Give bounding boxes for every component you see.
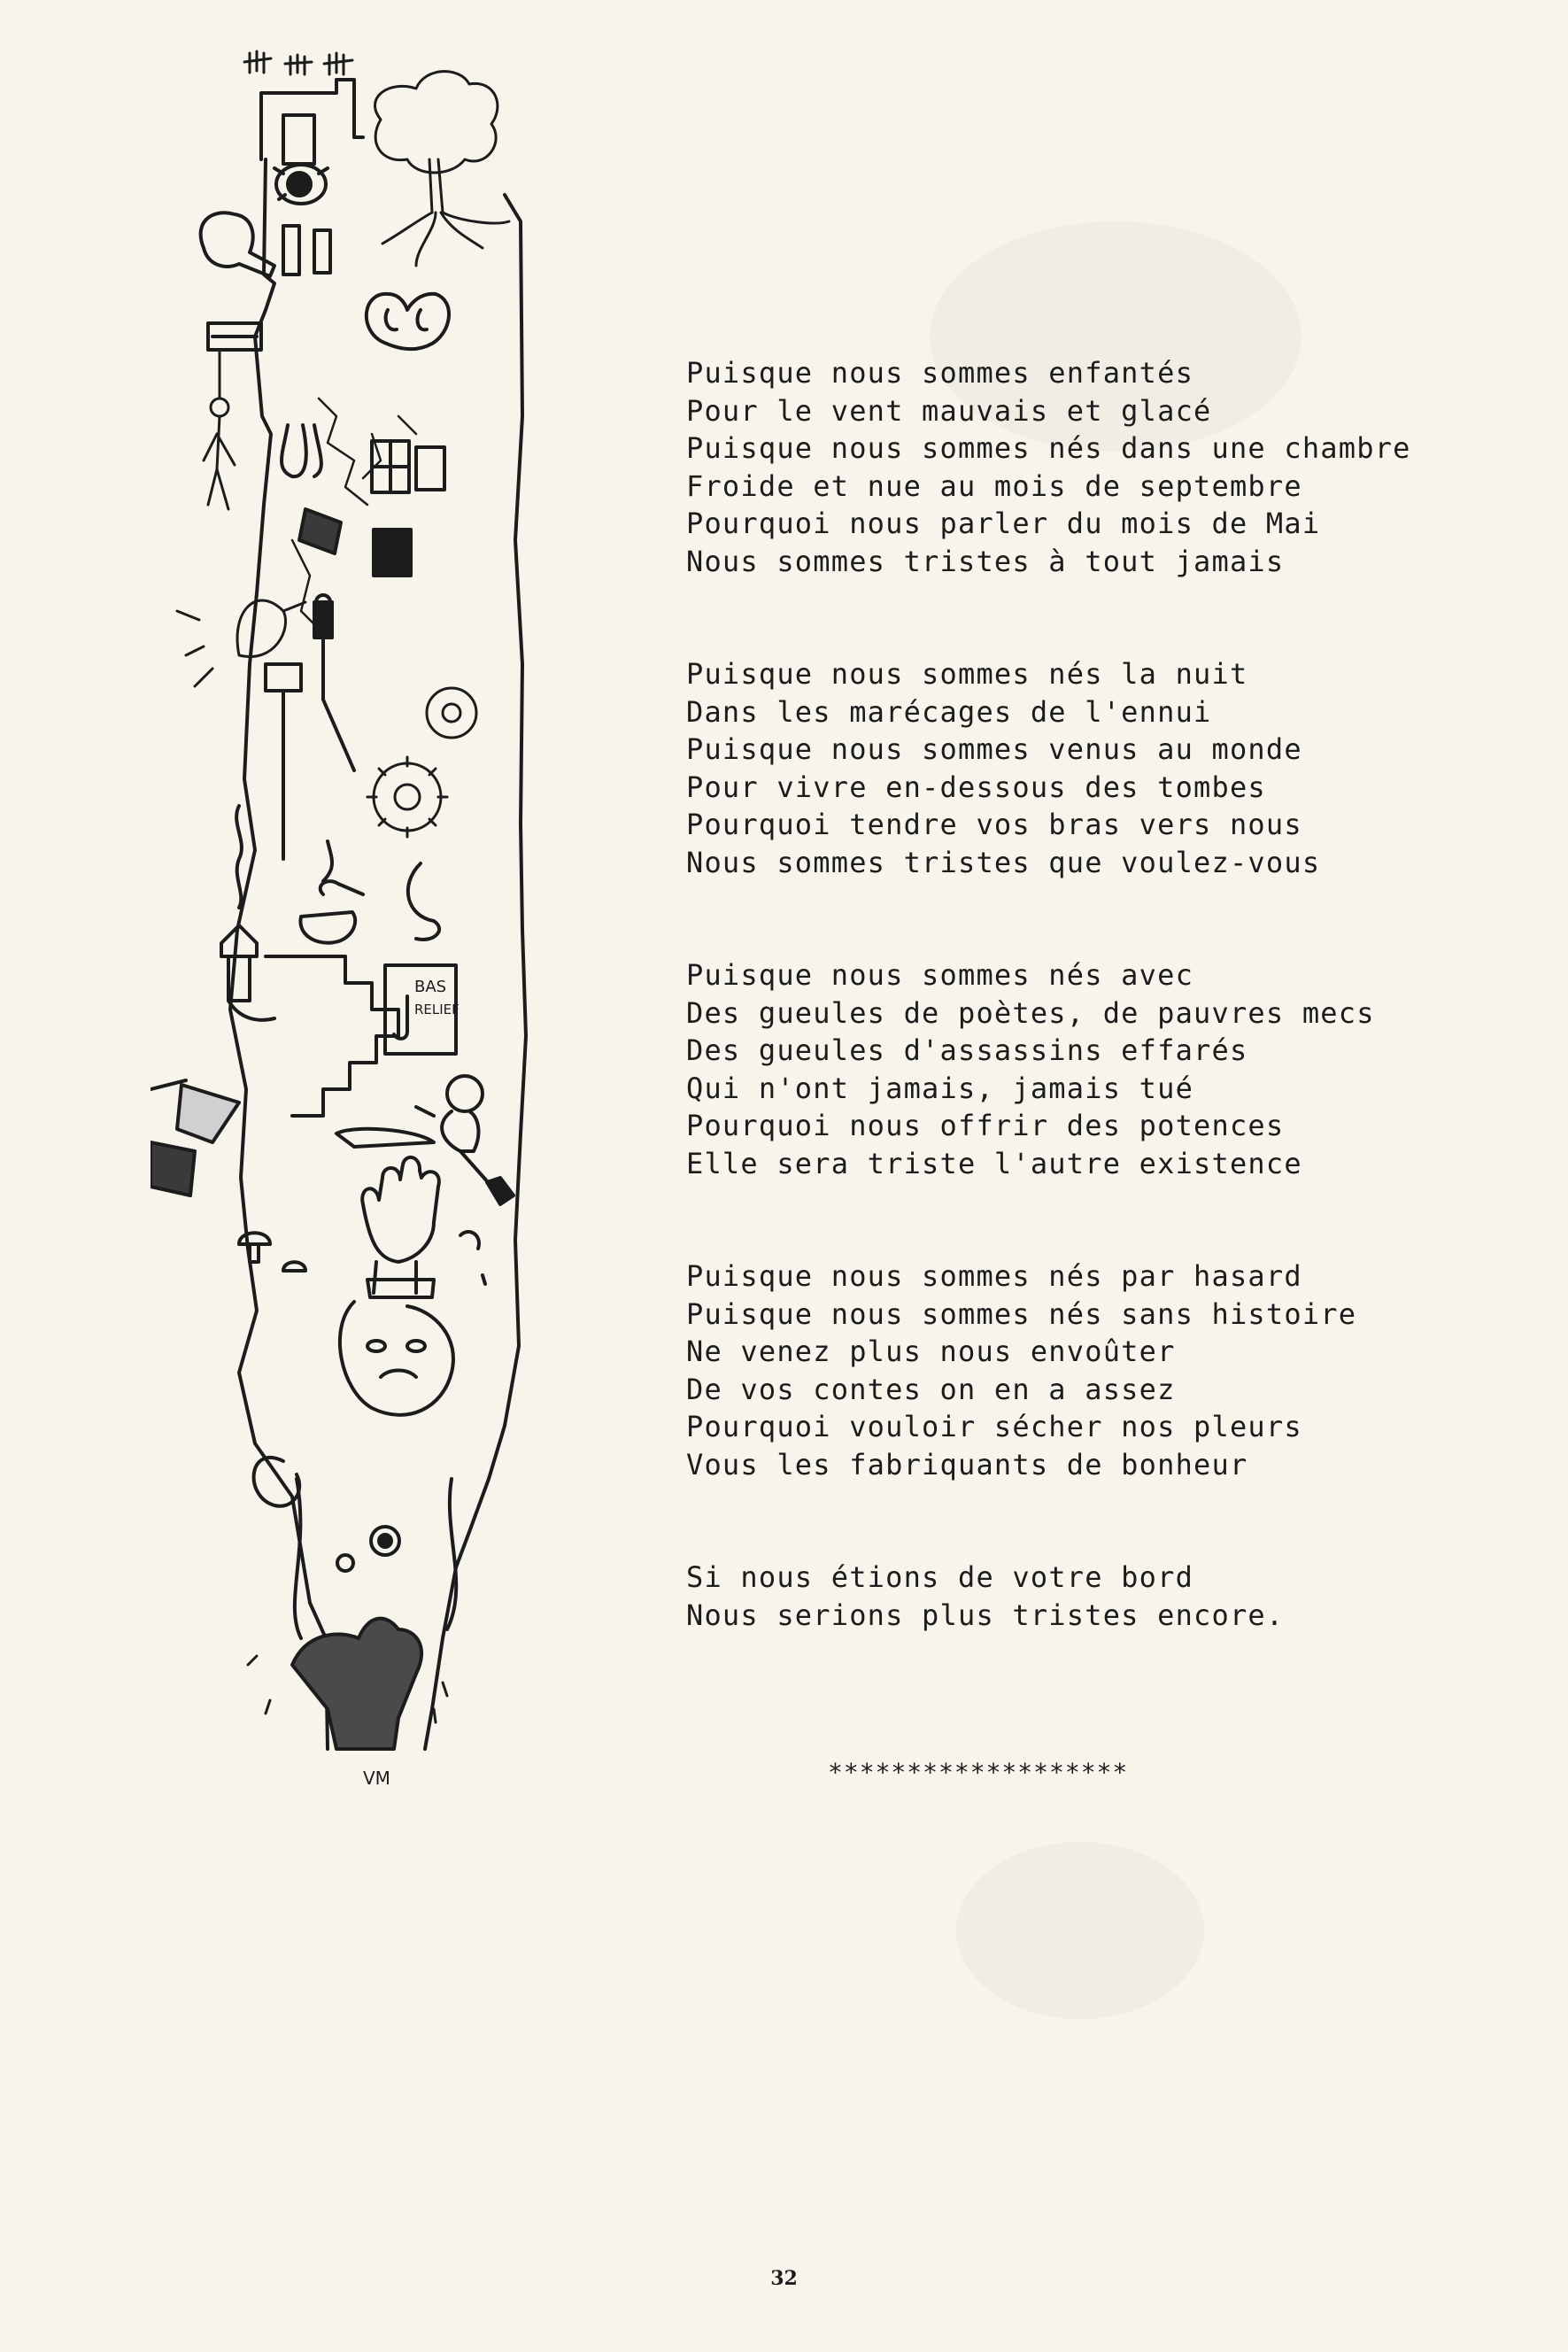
clothesline-icon	[151, 1080, 239, 1195]
illustration	[151, 44, 593, 1798]
feet-icon	[282, 425, 321, 476]
heart-icon	[367, 294, 449, 349]
barred-window-icon	[374, 530, 411, 576]
stanza-3	[686, 956, 1483, 1182]
poem	[686, 354, 1483, 1634]
poem-line: Froide et nue au mois de septembre	[686, 468, 1302, 503]
poem-line: Puisque nous sommes enfantés	[686, 356, 1194, 390]
poem-line: Puisque nous sommes nés sans histoire	[686, 1296, 1357, 1331]
hatched-hand-icon	[248, 1619, 447, 1749]
poem-line: Nous sommes tristes que voulez-vous	[686, 845, 1321, 879]
window-icon	[283, 226, 299, 275]
hand-icon	[362, 1157, 439, 1297]
poem-line: Pour le vent mauvais et glacé	[686, 393, 1212, 428]
poem-line: Ne venez plus nous envoûter	[686, 1335, 1176, 1368]
window-icon	[314, 230, 330, 273]
poem-line: Puisque nous sommes nés avec	[686, 958, 1194, 992]
window-icon	[283, 115, 314, 164]
hanged-figure-icon	[204, 350, 235, 509]
page-number: 32	[770, 2267, 798, 2290]
poem-line: Des gueules d'assassins effarés	[686, 1033, 1248, 1067]
stanza-1	[686, 354, 1483, 580]
sign-line-2: RELIEF	[414, 1002, 460, 1017]
poem-line: Nous sommes tristes à tout jamais	[686, 544, 1285, 578]
poem-line: Dans les marécages de l'ennui	[686, 694, 1212, 729]
poem-line: Puisque nous sommes venus au monde	[686, 732, 1302, 766]
poem-line: Pourquoi nous parler du mois de Mai	[686, 507, 1321, 540]
poem-line: Puisque nous sommes nés la nuit	[686, 657, 1248, 691]
tree-icon	[375, 72, 509, 266]
artist-signature: VM	[363, 1768, 390, 1789]
stanza-4	[686, 1257, 1483, 1483]
poem-line: Pourquoi vouloir sécher nos pleurs	[686, 1410, 1302, 1443]
poem-line: Elle sera triste l'autre existence	[686, 1146, 1302, 1180]
asterisk-separator: *******************	[828, 1758, 1129, 1787]
cauldron-icon	[300, 841, 363, 943]
poem-line: De vos contes on en a assez	[686, 1372, 1176, 1406]
poem-line: Pourquoi tendre vos bras vers nous	[686, 808, 1302, 841]
gramophone-icon	[177, 600, 305, 686]
piston-icon	[266, 595, 354, 859]
gear-icon	[367, 688, 476, 837]
poem-line: Nous serions plus tristes encore.	[686, 1598, 1285, 1632]
poem-line: Qui n'ont jamais, jamais tué	[686, 1071, 1194, 1105]
stanza-5	[686, 1559, 1483, 1634]
face-icon	[340, 1302, 453, 1415]
tally-marks-icon	[244, 51, 352, 74]
poem-line: Des gueules de poètes, de pauvres mecs	[686, 995, 1375, 1030]
poem-line: Puisque nous sommes nés par hasard	[686, 1259, 1302, 1293]
chimney-icon	[221, 806, 274, 1020]
stanza-2	[686, 655, 1483, 881]
eye-icon	[274, 165, 328, 204]
book-icon	[299, 509, 341, 553]
nose-icon	[408, 863, 439, 940]
poem-line: Vous les fabriquants de bonheur	[686, 1447, 1248, 1482]
poem-line: Si nous étions de votre bord	[686, 1560, 1194, 1594]
stairs-icon	[266, 956, 398, 1116]
paper-stain	[956, 1842, 1204, 2019]
poem-line: Pour vivre en-dessous des tombes	[686, 770, 1266, 804]
poem-line: Pourquoi nous offrir des potences	[686, 1109, 1285, 1142]
sign-line-1: BAS	[414, 978, 447, 996]
poem-line: Puisque nous sommes nés dans une chambre	[686, 431, 1411, 465]
